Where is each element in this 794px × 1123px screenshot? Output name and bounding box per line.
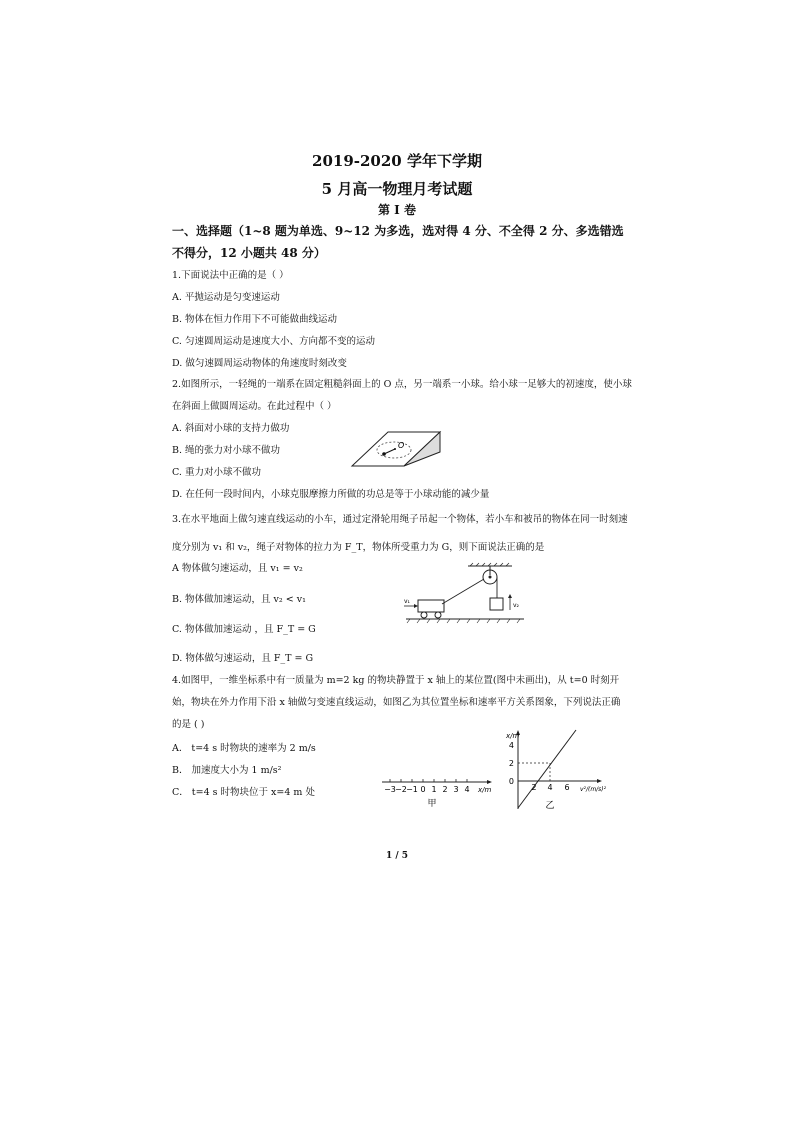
q3-option-d: D. 物体做匀速运动，且 F_T = G: [172, 653, 314, 664]
tick-label: −2: [395, 785, 407, 794]
q3-stem: 3.在水平地面上做匀速直线运动的小车，通过定滑轮用绳子吊起一个物体，若小车和被吊的物体在同一时刻速度分别为 v₁ 和 v₂，绳子对物体的拉力为 F_T，物体所受重力为 G，则下面说法正确的是: [172, 514, 628, 553]
exam-subtitle: 5 月高一物理月考试题: [321, 180, 473, 198]
q2-option-a: A. 斜面对小球的支持力做功: [172, 423, 290, 434]
q4-option-b: B． 加速度大小为 1 m/s²: [172, 765, 282, 776]
q3-option-a: A 物体做匀速运动，且 v₁ = v₂: [172, 563, 303, 574]
q4-stem: 4.如图甲，一维坐标系中有一质量为 m=2 kg 的物块静置于 x 轴上的某位置(图中未画出)，从 t=0 时刻开始，物块在外力作用下沿 x 轴做匀变速直线运动，如图乙为其位置坐标和速率平方关系图象，下列说法正确的是 ( ): [172, 675, 621, 730]
label-v2: v₂: [513, 602, 519, 609]
exam-title: 2019-2020 学年下学期: [312, 152, 482, 170]
x-tick: 4: [547, 783, 553, 792]
q2-option-d: D. 在任何一段时间内，小球克服摩擦力所做的功总是等于小球动能的减少量: [172, 489, 490, 500]
tick-label: −3: [384, 785, 396, 794]
y-tick: 0: [508, 777, 514, 786]
number-line-unit: x/m: [478, 786, 492, 794]
tick-label: 0: [420, 785, 426, 794]
figure-caption-yi: 乙: [545, 801, 555, 811]
incline-figure: [348, 428, 444, 472]
x-tick: 2: [531, 783, 537, 792]
x-tick: 6: [564, 783, 570, 792]
tick-label: 3: [453, 785, 459, 794]
y-tick: 2: [508, 759, 514, 768]
page-number: 1 / 5: [385, 851, 409, 861]
tick-label: 1: [431, 785, 437, 794]
tick-label: 2: [442, 785, 448, 794]
section-heading: 一、选择题（1~8 题为单选、9~12 为多选，选对得 4 分、不全得 2 分、多选错选不得分，12 小题共 48 分）: [172, 224, 624, 260]
figure-caption-jia: 甲: [427, 799, 437, 809]
q4-option-a: A． t=4 s 时物块的速率为 2 m/s: [172, 743, 316, 754]
x-v2-graph: [500, 726, 620, 816]
q3-option-c: C. 物体做加速运动 ，且 F_T = G: [172, 624, 316, 635]
q1-option-b: B. 物体在恒力作用下不可能做曲线运动: [172, 314, 338, 325]
q2-option-b: B. 绳的张力对小球不做功: [172, 445, 281, 456]
label-v1: v₁: [404, 598, 410, 605]
q1-stem: 1.下面说法中正确的是（ ）: [172, 270, 289, 281]
y-tick: 4: [508, 741, 514, 750]
pulley-cart-figure: [400, 562, 528, 632]
q1-option-d: D. 做匀速圆周运动物体的角速度时刻改变: [172, 358, 347, 369]
q1-option-a: A. 平抛运动是匀变速运动: [172, 292, 280, 303]
q2-option-c: C. 重力对小球不做功: [172, 467, 261, 478]
volume-label: 第 I 卷: [378, 203, 416, 217]
q3-option-b: B. 物体做加速运动，且 v₂ < v₁: [172, 594, 306, 605]
incline-label-o: O: [398, 441, 405, 450]
tick-label: 4: [464, 785, 470, 794]
q1-option-c: C. 匀速圆周运动是速度大小、方向都不变的运动: [172, 336, 375, 347]
tick-label: −1: [406, 785, 418, 794]
x-axis-label: v²/(m/s)²: [580, 786, 607, 793]
q2-stem: 2.如图所示，一轻绳的一端系在固定粗糙斜面上的 O 点，另一端系一小球。给小球一足够大的初速度，使小球在斜面上做圆周运动。在此过程中（ ）: [172, 379, 632, 412]
number-line-figure: [380, 768, 496, 812]
q4-option-c: C． t=4 s 时物块位于 x=4 m 处: [172, 787, 315, 798]
y-axis-label: x/m: [506, 732, 520, 740]
